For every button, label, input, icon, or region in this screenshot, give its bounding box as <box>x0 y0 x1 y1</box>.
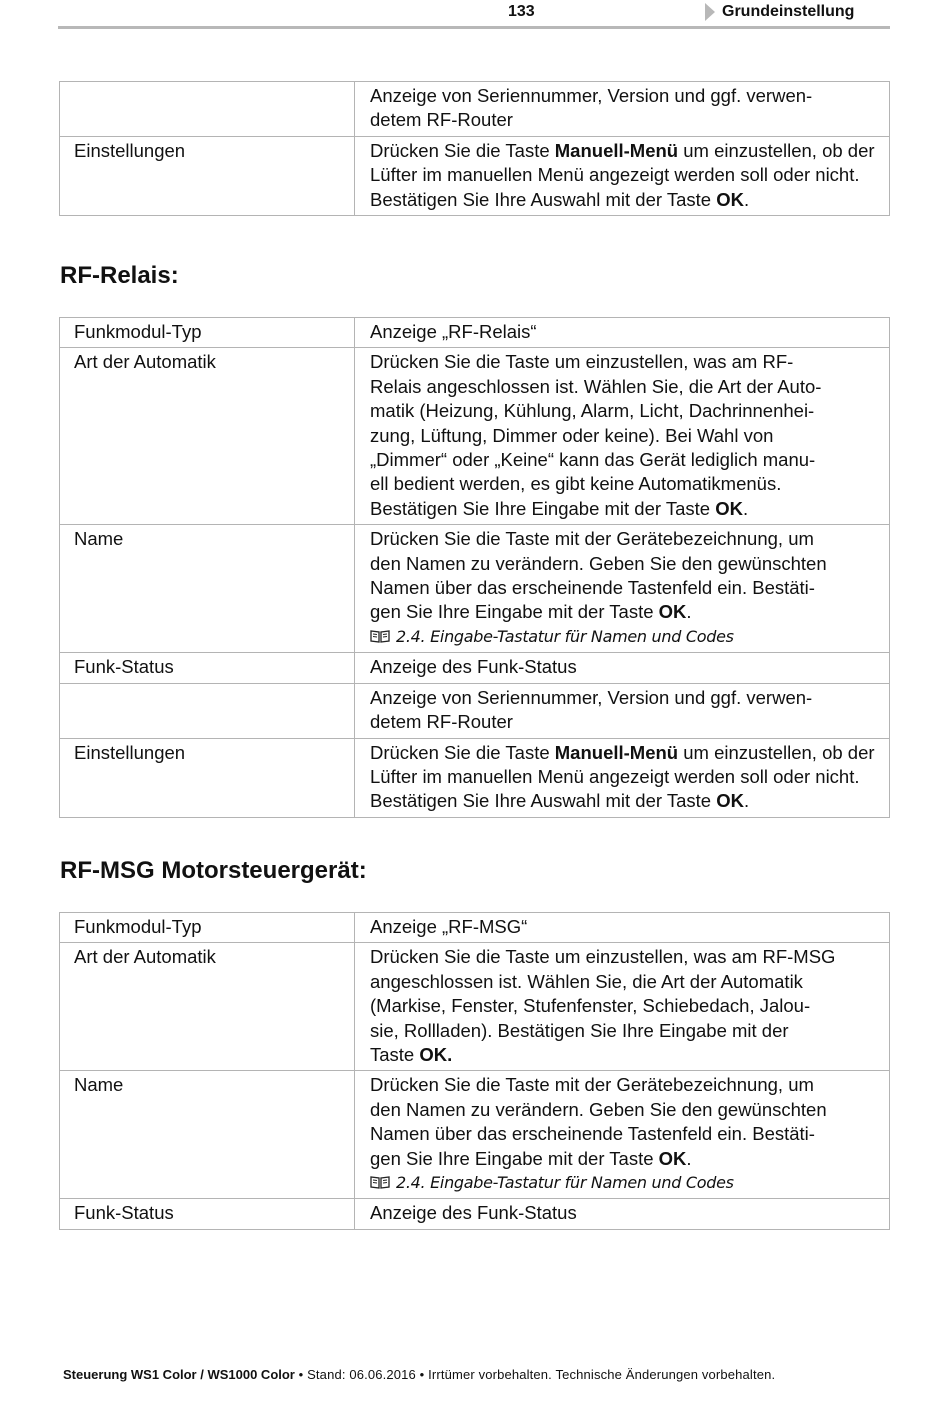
row-description: Anzeige „RF-Relais“ <box>355 318 890 348</box>
top-table <box>59 81 890 216</box>
cross-reference[interactable] <box>370 1171 879 1195</box>
page-footer <box>63 1367 775 1382</box>
chapter-indicator <box>705 3 854 21</box>
row-description: Drücken Sie die Taste um einzustellen, was am RF-MSG angeschlossen ist. Wählen Sie, die Art der Automatik (Markise, Fenster, Stufenfenster, Schiebedach, Jalou- sie, Rollladen). Bestätigen Sie Ihre Eingabe mit der Taste OK. <box>355 943 890 1071</box>
section-heading-rf-msg: RF-MSG Motorsteuergerät: <box>60 857 367 884</box>
row-description: Anzeige „RF-MSG“ <box>355 913 890 943</box>
table-row <box>60 683 890 738</box>
page-number: 133 <box>508 3 535 20</box>
row-description: Anzeige des Funk-Status <box>355 653 890 683</box>
book-icon <box>370 1175 390 1189</box>
chapter-title: Grundeinstellung <box>722 3 855 20</box>
row-description: Drücken Sie die Taste mit der Gerätebezeichnung, um den Namen zu verändern. Geben Sie den gewünschten Namen über das erscheinende Tastenfeld ein. Bestäti- gen Sie Ihre Eingabe mit der Taste OK. 2.4. Eingabe-Tastatur für Namen und Codes <box>355 1071 890 1199</box>
table-row <box>60 1071 890 1199</box>
row-label: Einstellungen <box>60 136 355 215</box>
table-row <box>60 348 890 525</box>
table-row <box>60 525 890 653</box>
row-label <box>60 683 355 738</box>
cross-reference[interactable] <box>370 625 879 649</box>
table-row <box>60 1199 890 1229</box>
table-row <box>60 653 890 683</box>
chapter-arrow-icon <box>705 3 715 21</box>
table-row <box>60 738 890 817</box>
footer-note: • Stand: 06.06.2016 • Irrtümer vorbehalten. Technische Änderungen vorbehalten. <box>294 1367 776 1382</box>
row-label: Art der Automatik <box>60 348 355 525</box>
page-header <box>58 0 890 29</box>
row-label <box>60 82 355 137</box>
row-label: Funk-Status <box>60 1199 355 1229</box>
table-row <box>60 318 890 348</box>
cross-reference-text: 2.4. Eingabe-Tastatur für Namen und Codes <box>396 1173 734 1193</box>
row-label: Funkmodul-Typ <box>60 318 355 348</box>
row-description: Drücken Sie die Taste um einzustellen, was am RF- Relais angeschlossen ist. Wählen Sie, die Art der Auto- matik (Heizung, Kühlung, Alarm, Licht, Dachrinnenhei- zung, Lüftung, Dimmer oder keine). Bei Wahl von „Dimmer“ oder „Keine“ kann das Gerät lediglich manu- ell bedient werden, es gibt keine Automatikmenüs. Bestätigen Sie Ihre Eingabe mit der Taste OK. <box>355 348 890 525</box>
book-icon <box>370 629 390 643</box>
row-description: Anzeige des Funk-Status <box>355 1199 890 1229</box>
footer-product: Steuerung WS1 Color / WS1000 Color <box>63 1367 295 1382</box>
row-description: Drücken Sie die Taste mit der Gerätebezeichnung, um den Namen zu verändern. Geben Sie den gewünschten Namen über das erscheinende Tastenfeld ein. Bestäti- gen Sie Ihre Eingabe mit der Taste OK. 2.4. Eingabe-Tastatur für Namen und Codes <box>355 525 890 653</box>
row-label: Name <box>60 525 355 653</box>
row-description: Anzeige von Seriennummer, Version und ggf. verwen- detem RF-Router <box>355 683 890 738</box>
cross-reference-text: 2.4. Eingabe-Tastatur für Namen und Codes <box>396 626 734 646</box>
row-label: Name <box>60 1071 355 1199</box>
table-row <box>60 943 890 1071</box>
row-description: Anzeige von Seriennummer, Version und ggf. verwen- detem RF-Router <box>355 82 890 137</box>
table-row <box>60 136 890 215</box>
row-label: Art der Automatik <box>60 943 355 1071</box>
row-description: Drücken Sie die Taste Manuell-Menü um einzustellen, ob der Lüfter im manuellen Menü angezeigt werden soll oder nicht. Bestätigen Sie Ihre Auswahl mit der Taste OK. <box>355 738 890 817</box>
row-label: Einstellungen <box>60 738 355 817</box>
row-description: Drücken Sie die Taste Manuell-Menü um einzustellen, ob der Lüfter im manuellen Menü angezeigt werden soll oder nicht. Bestätigen Sie Ihre Auswahl mit der Taste OK. <box>355 136 890 215</box>
section-heading-rf-relais: RF-Relais: <box>60 262 179 289</box>
table-row <box>60 913 890 943</box>
row-label: Funk-Status <box>60 653 355 683</box>
rf-msg-table <box>59 912 890 1230</box>
table-row <box>60 82 890 137</box>
rf-relais-table <box>59 317 890 818</box>
row-label: Funkmodul-Typ <box>60 913 355 943</box>
